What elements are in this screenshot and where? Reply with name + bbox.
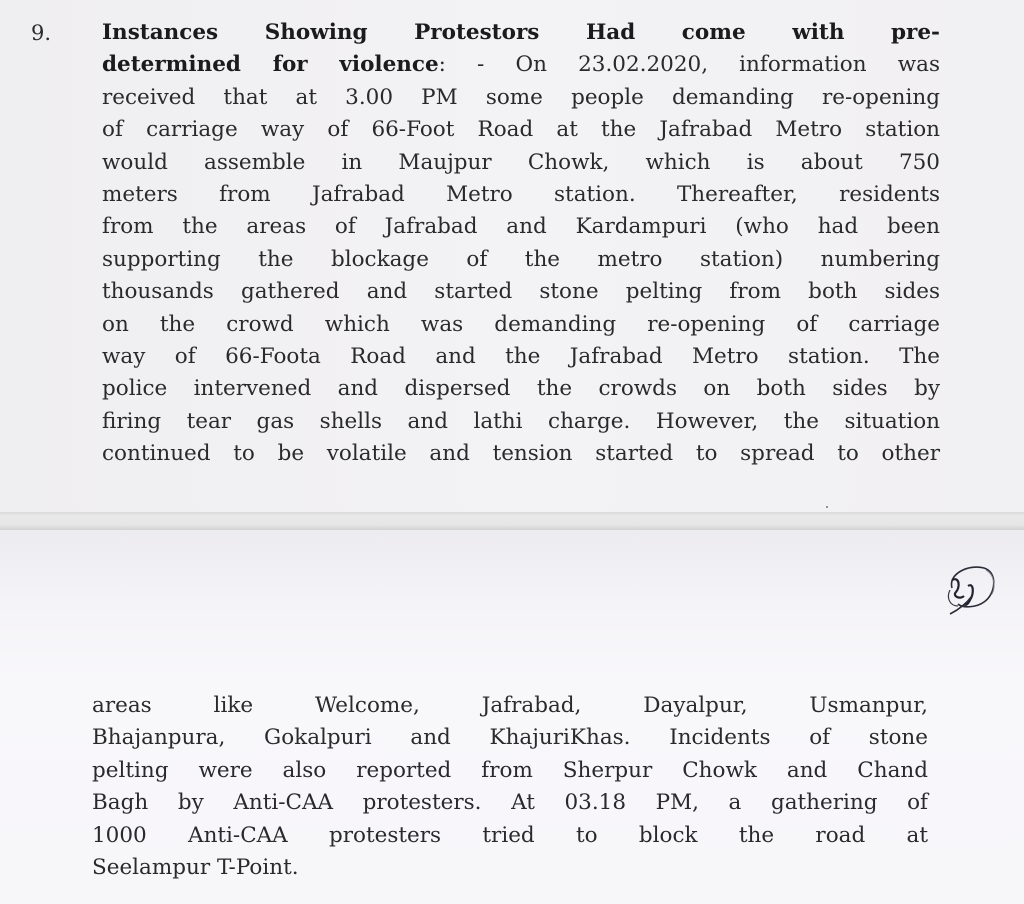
heading-line-2 xyxy=(102,49,940,81)
text-line: police intervened and dispersed the crowds on both sides by xyxy=(102,376,940,402)
paragraph-number: 9. xyxy=(31,21,52,45)
document-page-bottom xyxy=(0,530,1024,904)
heading-line-1: Instances Showing Protestors Had come with pre- xyxy=(102,20,940,45)
text-line: 1000 Anti-CAA protesters tried to block the road at xyxy=(92,822,928,848)
text-line: from the areas of Jafrabad and Kardampuri (who had been xyxy=(102,214,940,240)
text-line: would assemble in Maujpur Chowk, which is about 750 xyxy=(102,149,940,175)
text-line: of carriage way of 66-Foot Road at the Jafrabad Metro station xyxy=(102,117,940,143)
signature-initials-icon xyxy=(938,560,1000,616)
paragraph-9-body xyxy=(102,17,940,470)
text-line: firing tear gas shells and lathi charge. However, the situation xyxy=(102,408,940,434)
text-line: pelting were also reported from Sherpur Chowk and Chand xyxy=(92,757,928,783)
text-line: received that at 3.00 PM some people demanding re-opening xyxy=(102,84,940,110)
text-line: Bagh by Anti-CAA protesters. At 03.18 PM, a gathering of xyxy=(92,790,928,816)
text-line: continued to be volatile and tension started to spread to other xyxy=(102,441,940,467)
text-line: supporting the blockage of the metro station) numbering xyxy=(102,246,940,272)
text-line: thousands gathered and started stone pelting from both sides xyxy=(102,279,940,305)
text-line: meters from Jafrabad Metro station. Thereafter, residents xyxy=(102,181,940,207)
text-line-last: Seelampur T-Point. xyxy=(92,854,299,880)
body-text: : - On 23.02.2020, information was xyxy=(438,52,940,78)
scan-speck xyxy=(826,506,828,508)
page-divider xyxy=(0,512,1024,530)
text-line: Bhajanpura, Gokalpuri and KhajuriKhas. Incidents of stone xyxy=(92,725,928,751)
text-line: way of 66-Foota Road and the Jafrabad Metro station. The xyxy=(102,343,940,369)
paragraph-continued xyxy=(92,690,928,884)
text-line: on the crowd which was demanding re-opening of carriage xyxy=(102,311,940,337)
text-line: areas like Welcome, Jafrabad, Dayalpur, Usmanpur, xyxy=(92,693,928,718)
heading-text: determined for violence xyxy=(102,52,439,78)
